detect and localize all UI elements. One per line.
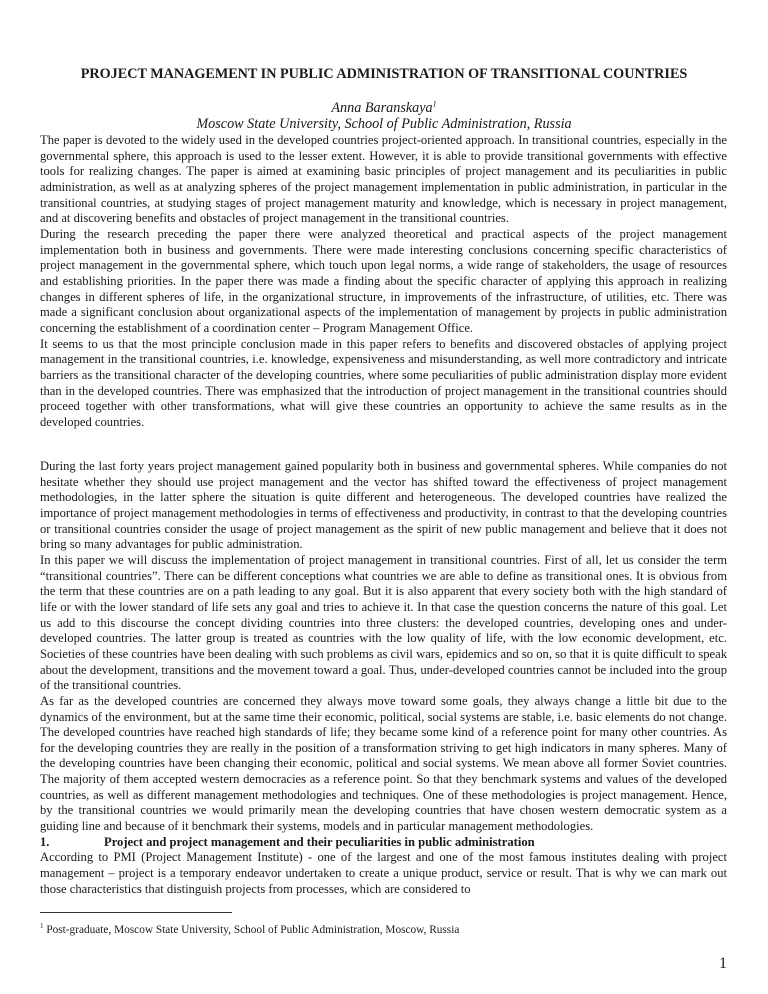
abstract-paragraph: The paper is devoted to the widely used in the developed countries project-oriented approach. In transitional countries, especially in the governmental sphere, this approach is used to the lesser extent. However, it is able to provide transitional governments with effective tools for realizing changes. The paper is aimed at examining basic principles of project management and its peculiarities in public administration, as well as at analyzing spheres of the project management implementation in public administration, in particular in the transitional countries, at studying stages of project management maturity and knowledge, which is necessary in project management, and at discovering benefits and obstacles of project management in the transitional countries.	[40, 133, 727, 226]
footnote-separator	[40, 912, 232, 913]
page-number: 1	[719, 955, 727, 972]
footnote-mark: 1	[40, 922, 44, 931]
section-number: 1.	[40, 834, 50, 849]
section-title: Project and project management and their peculiarities in public administration	[104, 834, 535, 849]
body-text	[40, 459, 727, 897]
footnote-text: Post-graduate, Moscow State University, School of Public Administration, Moscow, Russia	[43, 924, 460, 936]
author-line	[40, 100, 728, 117]
author-name: Anna Baranskaya	[331, 100, 433, 116]
body-paragraph: In this paper we will discuss the implementation of project management in transitional countries. First of all, let us consider the term “transitional countries”. There can be different conceptions what countries we are able to define as transitional ones. It is obvious from the term that these countries are on a path leading to any goal. But it is also apparent that every society both with the high standard of life or with the lower standard of life sets any goal and tries to achieve it. In that case the question concerns the nature of this goal. Let us add to this discourse the concept dividing countries into three clusters: the developed countries, developing ones and under-developed countries. The latter group is treated as countries with the low quality of life, with the low economic development, etc. Societies of these countries have been dealing with such problems as civil wars, epidemics and so on, so that it is quite difficult to speak about the development, transitions and the movement toward a goal. Thus, under-developed countries cannot be included into the group of the transitional countries.	[40, 552, 727, 693]
footnote	[40, 923, 727, 937]
paper-title: PROJECT MANAGEMENT IN PUBLIC ADMINISTRATION OF TRANSITIONAL COUNTRIES	[80, 66, 688, 82]
abstract-paragraph: During the research preceding the paper there were analyzed theoretical and practical aspects of the project management implementation both in business and governments. There were made interesting conclusions concerning specific characteristics of project management in the governmental sphere, which touch upon legal norms, a wide range of stakeholders, the usage of resources and establishing priorities. In the paper there was made a finding about the specific character of applying this approach in realizing changes in different spheres of life, in the organizational structure, in improvements of the infrastructure, of utilities, etc. There was made a significant conclusion about organizational aspects of the implementation of management by projects in public administration concerning the establishment of a coordination center – Program Management Office.	[40, 226, 727, 335]
body-paragraph: As far as the developed countries are concerned they always move toward some goals, they always change a little bit due to the dynamics of the environment, but at the same time their economic, political, social systems are stable, i.e. basic elements do not change. The developed countries have reached high standards of life; they became some kind of a reference point for many other countries. As for the developing countries they are really in the position of a transformation striving to get high indicators in many spheres. Many of the developing countries have been changing their economic, political and social systems. We mean above all former Soviet countries. The majority of them accepted western democracies as a reference point. So that they benchmark systems and values of the developed countries, as well as different management methodologies and techniques. One of these methodologies is project management. Hence, by the transitional countries we would primarily mean the developing countries that have chosen western democratic system as a guiding line and because of it benchmark their systems, models and in particular management methodologies.	[40, 693, 727, 834]
abstract-paragraph: It seems to us that the most principle conclusion made in this paper refers to benefits and discovered obstacles of applying project management in the transitional countries, i.e. knowledge, expensiveness and misunderstanding, as well more contradictory and intricate barriers as the transitional character of the developing countries, where some peculiarities of public administration display more evident than in the developed countries. There was emphasized that the introduction of project management in the transitional countries should proceed together with other transformations, what will give these countries an opportunity to achieve the same results as in the developed countries.	[40, 336, 727, 429]
abstract	[40, 133, 727, 430]
author-affiliation: Moscow State University, School of Public Administration, Russia	[196, 116, 572, 132]
section-heading	[40, 835, 727, 851]
body-paragraph: According to PMI (Project Management Institute) - one of the largest and one of the most famous institutes dealing with project management – project is a temporary endeavor undertaken to create a unique product, service or result. That is why we can mark out those characteristics that distinguish projects from processes, which are considered to	[40, 850, 727, 896]
author-footnote-mark[interactable]: 1	[432, 99, 437, 109]
body-paragraph: During the last forty years project management gained popularity both in business and governmental spheres. While companies do not hesitate whether they should use project management and the vector has shifted toward the effectiveness of project management methodologies, in the latter sphere the situation is quite different and heterogeneous. The developed countries have realized the importance of project management methodologies in terms of effectiveness and productivity, in contrast to that the developing countries or transitional countries consider the usage of project management as the spirit of new public management and believe that it does not bring so many advantages for public administration.	[40, 459, 727, 552]
